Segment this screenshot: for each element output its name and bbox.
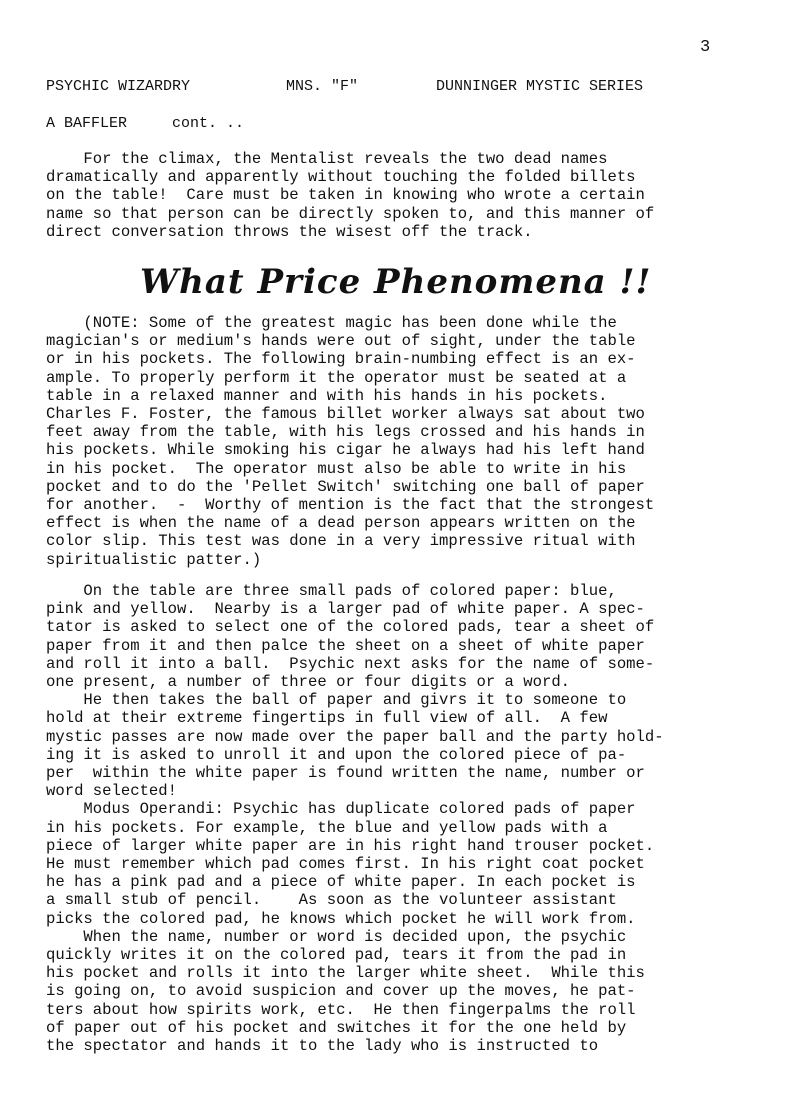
- section-heading: [46, 115, 244, 132]
- note-paragraph: (NOTE: Some of the greatest magic has been done while the magician's or medium's hands were out of sight, under the table or in his pockets. The following brain-numbing effect is an ex- ample. To properly perform it the operator must be seated at a table in a relaxed manner and with his hands in his pockets. Charles F. Foster, the famous billet worker always sat about two feet away from the table, with his legs crossed and his hands in his pockets. While smoking his cigar he always had his left hand in his pocket. The operator must also be able to write in his pocket and to do the 'Pellet Switch' switching one ball of paper for another. - Worthy of mention is the fact that the strongest effect is when the name of a dead person appears written on the color slip. This test was done in a very impressive ritual with spiritualistic patter.): [46, 314, 655, 569]
- intro-paragraph: For the climax, the Mentalist reveals the two dead names dramatically and apparently without touching the folded billets on the table! Care must be taken in knowing who wrote a certain name so that person can be directly spoken to, and this manner of direct conversation throws the wisest off the track.: [46, 150, 655, 241]
- script-heading: What Price Phenomena !!: [140, 262, 652, 302]
- continued-label: cont. ..: [172, 115, 245, 132]
- running-header: [46, 78, 643, 95]
- code-label: MNS. "F": [286, 78, 359, 95]
- page-number: 3: [700, 38, 711, 57]
- series-title: PSYCHIC WIZARDRY: [46, 78, 191, 95]
- effect-paragraph: On the table are three small pads of colored paper: blue, pink and yellow. Nearby is a larger pad of white paper. A spec- tator is asked to select one of the colored pads, tear a sheet of paper from it and then palce the sheet on a sheet of white paper and roll it into a ball. Psychic next asks for the name of some- one present, a number of three or four digits or a word. He then takes the ball of paper and givrs it to someone to hold at their extreme fingertips in full view of all. A few mystic passes are now made over the paper ball and the party hold- ing it is asked to unroll it and upon the colored piece of pa- per within the white paper is found written the name, number or word selected! Modus Operandi: Psychic has duplicate colored pads of paper in his pockets. For example, the blue and yellow pads with a piece of larger white paper are in his right hand trouser pocket. He must remember which pad comes first. In his right coat pocket he has a pink pad and a piece of white paper. In each pocket is a small stub of pencil. As soon as the volunteer assistant picks the colored pad, he knows which pocket he will work from. When the name, number or word is decided upon, the psychic quickly writes it on the colored pad, tears it from the pad in his pocket and rolls it into the larger white sheet. While this is going on, to avoid suspicion and cover up the moves, he pat- ters about how spirits work, etc. He then fingerpalms the roll of paper out of his pocket and switches it for the one held by the spectator and hands it to the lady who is instructed to: [46, 582, 664, 1056]
- section-title: A BAFFLER: [46, 115, 128, 132]
- collection-title: DUNNINGER MYSTIC SERIES: [436, 78, 644, 95]
